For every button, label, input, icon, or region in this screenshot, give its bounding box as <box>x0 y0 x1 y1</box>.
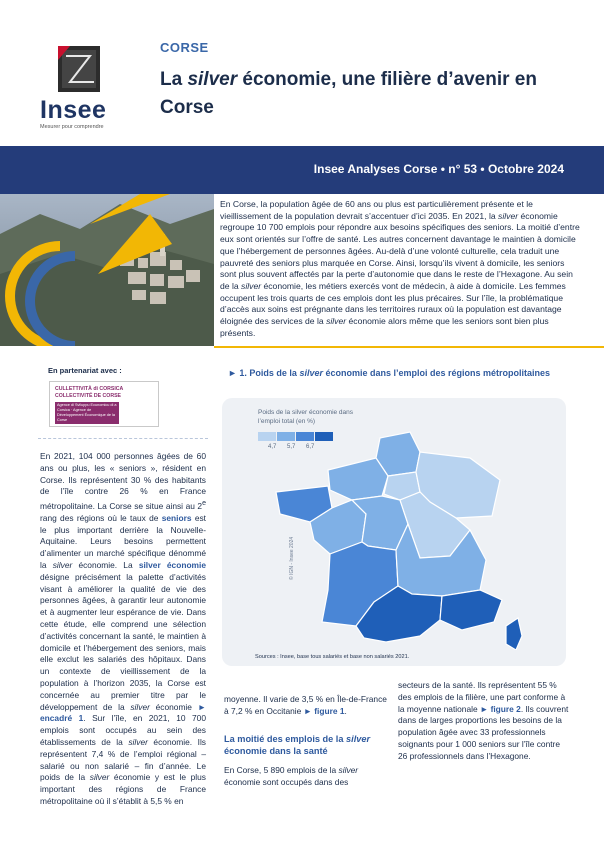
middle-column-text-top: moyenne. Il varie de 3,5 % en Île-de-France à 7,2 % en Occitanie ► figure 1. <box>224 694 387 716</box>
column-rule <box>38 438 208 439</box>
partner-name-corsican: CULLETTIVITÀ di CORSICA <box>55 386 124 392</box>
legend-title: Poids de la silver économie dans l’emploi total (en %) <box>258 409 354 425</box>
left-column-text: En 2021, 104 000 personnes âgées de 60 ans ou plus, les « seniors », résident en Corse. Ils représentent 30 % des habitants de l’île contre 26 % en France métropolitaine. La Corse se situe ainsi au 2e rang des régions où le taux de seniors est le plus important derrière la Nouvelle-Aquitaine. Leurs besoins permettent d’alimenter un marché spécifique dénommé la silver économie. La silver économie désigne précisément la palette d’activités visant à améliorer la qualité de vie des personnes âgées, à garantir leur autonomie et à augmenter leur espérance de vie. Dans cette étude, elle comprend une sélection d’activités concernant la santé, le maintien à domicile et l’hébergement des seniors, mais elle exclut les salariés des hôpitaux. Dans un contexte de vieillissement de la population à l’horizon 2035, la Corse est concernée au premier titre par le développement de la silver économie ► encadré 1. Sur l’île, en 2021, 10 700 emplois sont occupés au sein des établissements de la silver économie. Ils représentent 7,4 % de l’emploi régional – salarié ou non salarié – fin d’année. Le poids de la silver économie y est le plus important des régions de France métropolitaine où il s’établit à 5,5 % en <box>40 451 206 806</box>
figure-title: ► 1. Poids de la silver économie dans l’emploi des régions métropolitaines <box>228 368 551 378</box>
figure-2-link[interactable]: ► figure 2 <box>479 703 521 714</box>
legend-threshold-2: 5,7 <box>287 444 296 450</box>
partner-agency-tag: Agence di Sviluppu Ecunomicu di a Corsica · Agence de Développement Économique de la Corse <box>55 402 119 424</box>
region-corse <box>506 618 522 650</box>
page-title: La silver économie, une filière d’avenir en Corse <box>160 69 537 118</box>
insee-logo-tagline: Mesurer pour comprendre <box>40 124 104 130</box>
issue-label: Insee Analyses Corse • n° 53 • Octobre 2024 <box>313 162 564 176</box>
right-column-text: secteurs de la santé. Ils représentent 55 % des emplois de la filière, une part conforme à la moyenne nationale ► figure 2. Ils couvrent dans de larges proportions les besoins de la population âgée avec 33 professionnels soignants pour 1 000 seniors sur l’île contre 26 professionnels dans l’Hexagone. <box>398 680 569 761</box>
map-copyright: © IGN - Insee 2024 <box>289 536 295 580</box>
legend-threshold-3: 6,7 <box>306 444 315 450</box>
section-heading: La moitié des emplois de la silver économie dans la santé <box>224 734 371 756</box>
legend-threshold-1: 4,7 <box>268 444 277 450</box>
box-1-link[interactable]: ► encadré 1 <box>40 701 206 724</box>
corsica-village-photo <box>0 194 214 346</box>
figure-1-link[interactable]: ► figure 1 <box>303 706 345 716</box>
figure-sources: Sources : Insee, base tous salariés et base non salariés 2021. <box>255 654 410 660</box>
partner-label: En partenariat avec : <box>48 366 122 375</box>
partner-name-french: COLLECTIVITÉ DE CORSE <box>55 393 122 399</box>
region-normandie <box>328 458 388 500</box>
middle-column-text-bottom: En Corse, 5 890 emplois de la silver économie sont occupés dans des <box>224 765 359 787</box>
france-regions-map <box>270 430 530 650</box>
insee-logo-text: Insee <box>40 96 107 124</box>
region-provence-alpes-cote-d-azur <box>440 590 502 630</box>
rubric-label: CORSE <box>160 40 209 55</box>
section-divider <box>214 346 604 348</box>
abstract-text: En Corse, la population âgée de 60 ans ou plus est particulièrement présente et le vieillissement de la population devrait s’accentuer d’ici 2035. En 2021, la silver économie regroupe 10 700 emplois pour répondre aux besoins spécifiques des seniors. La moitié d’entre eux sont orientés sur l’offre de santé. Les autres concernent davantage le maintien à domicile que l’hébergement de personnes âgées. Au-delà d’une volonté culturelle, cela traduit une pauvreté des seniors plus marquée en Corse. Ainsi, lorsqu’ils vivent à domicile, les seniors sont plus souvent affectés par la perte d’autonomie que dans le reste de l’Hexagone. Au sein de la silver économie, les métiers exercés vont de médecin, à aide à domicile. Les femmes occupent les trois quarts de ces emplois dont les plus précaires. Sur l’île, la problématique d’accès aux soins est prégnante dans les territoires ruraux où la population est davantage éloignée des services de la silver économie alors même que les seniors sont bien plus présents. <box>220 199 580 338</box>
